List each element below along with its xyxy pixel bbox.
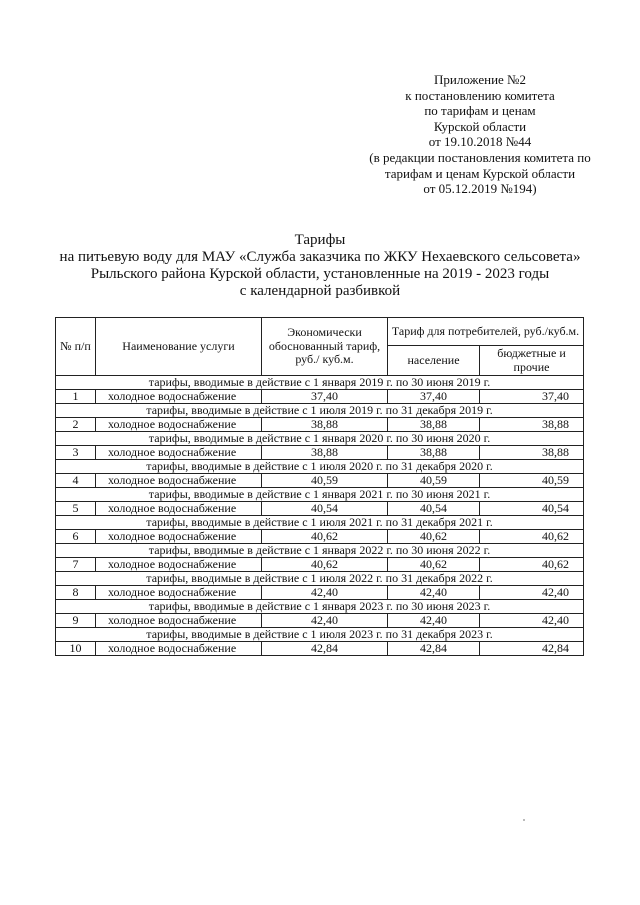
period-row: [56, 404, 584, 418]
period-row: [56, 488, 584, 502]
population-tariff: 38,88: [388, 418, 480, 432]
budget-tariff: 42,40: [480, 614, 584, 628]
document-title: [40, 232, 600, 300]
row-number: 2: [56, 418, 96, 432]
table-row: [56, 418, 584, 432]
econ-tariff: 42,40: [262, 586, 388, 600]
population-tariff: 42,40: [388, 586, 480, 600]
row-number: 9: [56, 614, 96, 628]
row-number: 10: [56, 642, 96, 656]
population-tariff: 42,40: [388, 614, 480, 628]
row-number: 1: [56, 390, 96, 404]
appendix-header: [340, 72, 620, 197]
population-tariff: 42,84: [388, 642, 480, 656]
scan-speck: [523, 819, 525, 821]
econ-tariff: 40,54: [262, 502, 388, 516]
econ-tariff: 42,84: [262, 642, 388, 656]
period-row: [56, 628, 584, 642]
population-tariff: 40,62: [388, 530, 480, 544]
period-row: [56, 376, 584, 390]
service-name: холодное водоснабжение: [96, 418, 262, 432]
table-row: [56, 390, 584, 404]
budget-tariff: 40,62: [480, 530, 584, 544]
title-line: на питьевую воду для МАУ «Служба заказчика по ЖКУ Нехаевского сельсовета»: [59, 249, 581, 265]
period-label: тарифы, вводимые в действие с 1 июля 2023 г. по 31 декабря 2023 г.: [56, 628, 584, 642]
table-row: [56, 474, 584, 488]
header-name: Наименование услуги: [96, 318, 262, 376]
budget-tariff: 40,59: [480, 474, 584, 488]
appendix-line: тарифам и ценам Курской области: [384, 165, 576, 181]
period-label: тарифы, вводимые в действие с 1 июля 2021 г. по 31 декабря 2021 г.: [56, 516, 584, 530]
appendix-line: (в редакции постановления комитета по: [369, 149, 591, 165]
row-number: 6: [56, 530, 96, 544]
service-name: холодное водоснабжение: [96, 530, 262, 544]
econ-tariff: 42,40: [262, 614, 388, 628]
row-number: 7: [56, 558, 96, 572]
title-line: с календарной разбивкой: [239, 283, 401, 299]
econ-tariff: 40,59: [262, 474, 388, 488]
header-budget: бюджетные и прочие: [480, 346, 584, 376]
period-row: [56, 572, 584, 586]
table-row: [56, 446, 584, 460]
period-row: [56, 544, 584, 558]
population-tariff: 37,40: [388, 390, 480, 404]
budget-tariff: 38,88: [480, 446, 584, 460]
budget-tariff: 38,88: [480, 418, 584, 432]
service-name: холодное водоснабжение: [96, 446, 262, 460]
service-name: холодное водоснабжение: [96, 390, 262, 404]
title-line: Тарифы: [294, 232, 346, 248]
tariff-table: [55, 317, 584, 656]
service-name: холодное водоснабжение: [96, 474, 262, 488]
appendix-line: Курской области: [433, 118, 527, 134]
population-tariff: 40,54: [388, 502, 480, 516]
header-population: население: [388, 346, 480, 376]
title-line: Рыльского района Курской области, установленные на 2019 - 2023 годы: [90, 266, 550, 282]
service-name: холодное водоснабжение: [96, 502, 262, 516]
appendix-line: от 05.12.2019 №194): [423, 181, 537, 197]
budget-tariff: 40,54: [480, 502, 584, 516]
budget-tariff: 42,40: [480, 586, 584, 600]
table-row: [56, 614, 584, 628]
appendix-line: к постановлению комитета: [405, 87, 555, 103]
service-name: холодное водоснабжение: [96, 614, 262, 628]
header-consumers: Тариф для потребителей, руб./куб.м.: [388, 318, 584, 346]
appendix-line: от 19.10.2018 №44: [428, 134, 532, 150]
econ-tariff: 38,88: [262, 446, 388, 460]
econ-tariff: 38,88: [262, 418, 388, 432]
period-label: тарифы, вводимые в действие с 1 января 2020 г. по 30 июня 2020 г.: [56, 432, 584, 446]
period-label: тарифы, вводимые в действие с 1 января 2021 г. по 30 июня 2021 г.: [56, 488, 584, 502]
budget-tariff: 40,62: [480, 558, 584, 572]
budget-tariff: 42,84: [480, 642, 584, 656]
table-row: [56, 530, 584, 544]
service-name: холодное водоснабжение: [96, 642, 262, 656]
population-tariff: 40,59: [388, 474, 480, 488]
econ-tariff: 37,40: [262, 390, 388, 404]
row-number: 3: [56, 446, 96, 460]
table-row: [56, 586, 584, 600]
row-number: 4: [56, 474, 96, 488]
table-row: [56, 558, 584, 572]
period-label: тарифы, вводимые в действие с 1 января 2019 г. по 30 июня 2019 г.: [56, 376, 584, 390]
period-row: [56, 516, 584, 530]
period-row: [56, 460, 584, 474]
appendix-line: по тарифам и ценам: [424, 103, 536, 119]
row-number: 8: [56, 586, 96, 600]
row-number: 5: [56, 502, 96, 516]
header-econ: Экономически обоснованный тариф, руб./ куб.м.: [262, 318, 388, 376]
population-tariff: 38,88: [388, 446, 480, 460]
period-label: тарифы, вводимые в действие с 1 января 2023 г. по 30 июня 2023 г.: [56, 600, 584, 614]
econ-tariff: 40,62: [262, 530, 388, 544]
appendix-line: Приложение №2: [434, 72, 526, 87]
period-label: тарифы, вводимые в действие с 1 июля 2022 г. по 31 декабря 2022 г.: [56, 572, 584, 586]
table-row: [56, 642, 584, 656]
population-tariff: 40,62: [388, 558, 480, 572]
table-row: [56, 502, 584, 516]
period-row: [56, 432, 584, 446]
header-num: № п/п: [56, 318, 96, 376]
period-label: тарифы, вводимые в действие с 1 января 2022 г. по 30 июня 2022 г.: [56, 544, 584, 558]
econ-tariff: 40,62: [262, 558, 388, 572]
period-label: тарифы, вводимые в действие с 1 июля 2019 г. по 31 декабря 2019 г.: [56, 404, 584, 418]
period-label: тарифы, вводимые в действие с 1 июля 2020 г. по 31 декабря 2020 г.: [56, 460, 584, 474]
service-name: холодное водоснабжение: [96, 586, 262, 600]
budget-tariff: 37,40: [480, 390, 584, 404]
service-name: холодное водоснабжение: [96, 558, 262, 572]
period-row: [56, 600, 584, 614]
